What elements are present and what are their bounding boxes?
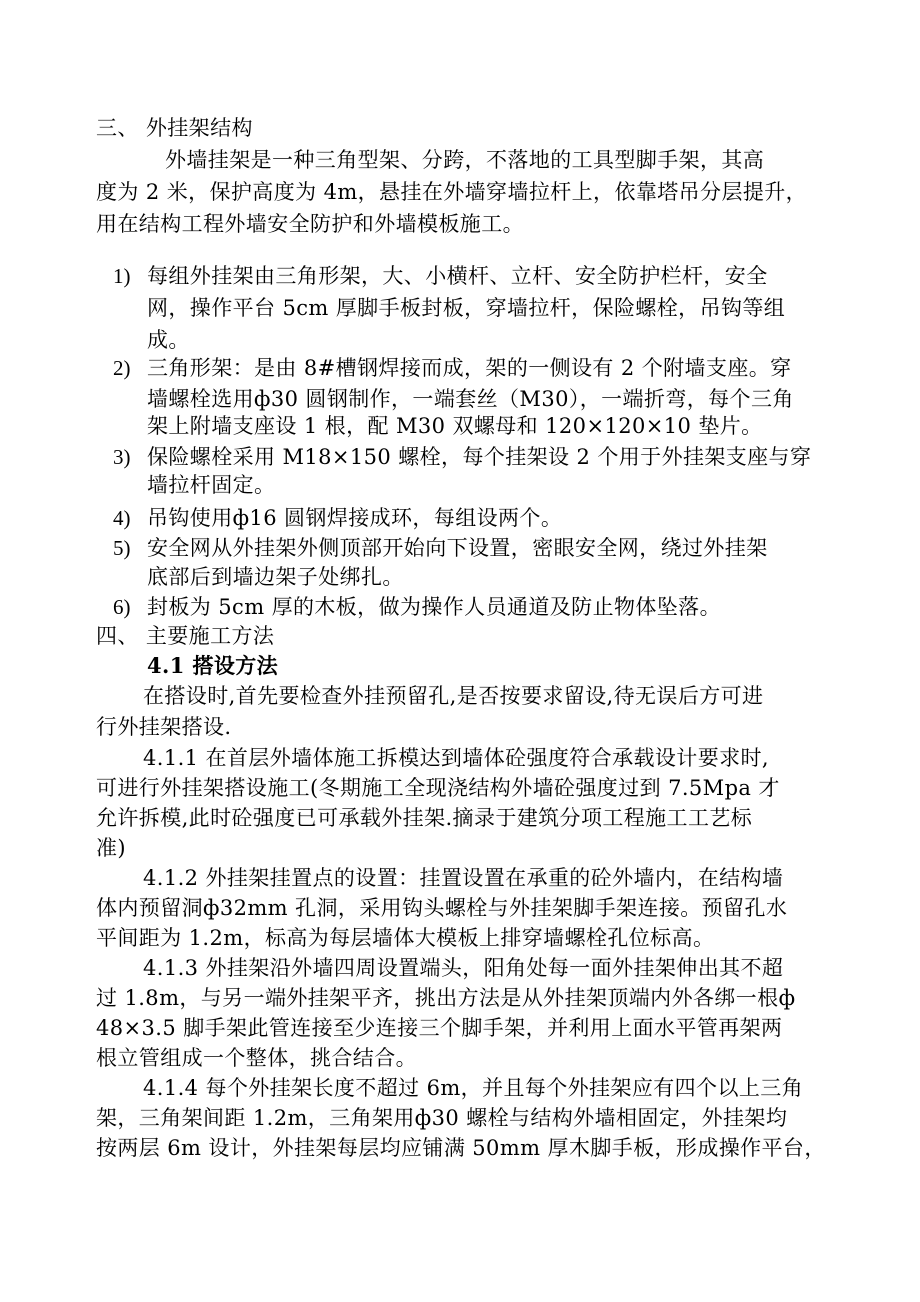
list-item-number: 1) [113,264,131,288]
list-item-text: 成。 [147,328,190,352]
subsection-4-1-title: 4.1 搭设方法 [147,653,279,678]
paragraph-4-1-3-line: 过 1.8m，与另一端外挂架平齐，挑出方法是从外挂架顶端内外各绑一根ф [96,986,796,1010]
list-item-number: 3) [113,445,131,469]
list-item-text: 保险螺栓采用 M18×150 螺栓，每个挂架设 2 个用于外挂架支座与穿 [147,445,812,469]
list-item-number: 2) [113,356,131,380]
paragraph-4-1-4-line: 4.1.4 每个外挂架长度不超过 6m，并且每个外挂架应有四个以上三角 [143,1076,804,1100]
list-item-text: 底部后到墙边架子处绑扎。 [147,565,404,589]
list-item-text: 墙拉杆固定。 [147,473,276,497]
paragraph-4-1-3-line: 48×3.5 脚手架此管连接至少连接三个脚手架，并利用上面水平管再架两 [96,1016,783,1040]
paragraph-4-1-4-line: 按两层 6m 设计，外挂架每层均应铺满 50mm 厚木脚手板，形成操作平台， [96,1136,826,1160]
section-3-intro-line-1: 外墙挂架是一种三角型架、分跨，不落地的工具型脚手架，其高 [165,148,765,172]
paragraph-4-1-2-line: 体内预留洞ф32mm 孔洞，采用钩头螺栓与外挂架脚手架连接。预留孔水 [96,896,788,920]
list-item-text: 网，操作平台 5cm 厚脚手板封板，穿墙拉杆，保险螺栓，吊钩等组 [147,296,786,320]
section-3-intro-line-2: 度为 2 米，保护高度为 4m，悬挂在外墙穿墙拉杆上，依靠塔吊分层提升， [96,180,808,204]
list-item-text: 三角形架：是由 8#槽钢焊接而成，架的一侧设有 2 个附墙支座。穿 [147,356,792,380]
paragraph-4-1-1-line: 可进行外挂架搭设施工(冬期施工全现浇结构外墙砼强度过到 7.5Mpa 才 [96,776,780,800]
paragraph-4-1-4-line: 架，三角架间距 1.2m，三角架用ф30 螺栓与结构外墙相固定，外挂架均 [96,1106,788,1130]
list-item-text: 墙螺栓选用ф30 圆钢制作，一端套丝（M30），一端折弯，每个三角 [147,387,794,411]
section-3-intro-line-3: 用在结构工程外墙安全防护和外墙模板施工。 [96,212,524,236]
paragraph-4-1-1-line: 4.1.1 在首层外墙体施工拆模达到墙体砼强度符合承载设计要求时, [143,746,769,770]
list-item-number: 4) [113,506,131,530]
list-item-number: 5) [113,536,131,560]
list-item-text: 安全网从外挂架外侧顶部开始向下设置，密眼安全网，绕过外挂架 [147,536,768,560]
paragraph-4-1-3-line: 4.1.3 外挂架沿外墙四周设置端头，阳角处每一面外挂架伸出其不超 [143,956,784,980]
paragraph-4-1-1-line: 准) [96,836,126,860]
paragraph-line: 行外挂架搭设. [96,715,232,739]
list-item-text: 每组外挂架由三角形架，大、小横杆、立杆、安全防护栏杆，安全 [147,264,768,288]
list-item-text: 吊钩使用ф16 圆钢焊接成环，每组设两个。 [147,506,563,530]
list-item-text: 封板为 5cm 厚的木板，做为操作人员通道及防止物体坠落。 [147,595,721,619]
section-3-title: 三、 外挂架结构 [96,116,253,140]
paragraph-4-1-2-line: 4.1.2 外挂架挂置点的设置：挂置设置在承重的砼外墙内，在结构墙 [143,866,784,890]
list-item-text: 架上附墙支座设 1 根，配 M30 双螺母和 120×120×10 垫片。 [147,414,763,438]
paragraph-4-1-1-line: 允许拆模,此时砼强度已可承载外挂架.摘录于建筑分项工程施工工艺标 [96,806,753,830]
paragraph-line: 在搭设时,首先要检查外挂预留孔,是否按要求留设,待无误后方可进 [143,684,764,708]
list-item-number: 6) [113,595,131,619]
paragraph-4-1-3-line: 根立管组成一个整体，挑合结合。 [96,1046,417,1070]
paragraph-4-1-2-line: 平间距为 1.2m，标高为每层墙体大模板上排穿墙螺栓孔位标高。 [96,926,715,950]
section-4-title: 四、 主要施工方法 [96,624,275,648]
